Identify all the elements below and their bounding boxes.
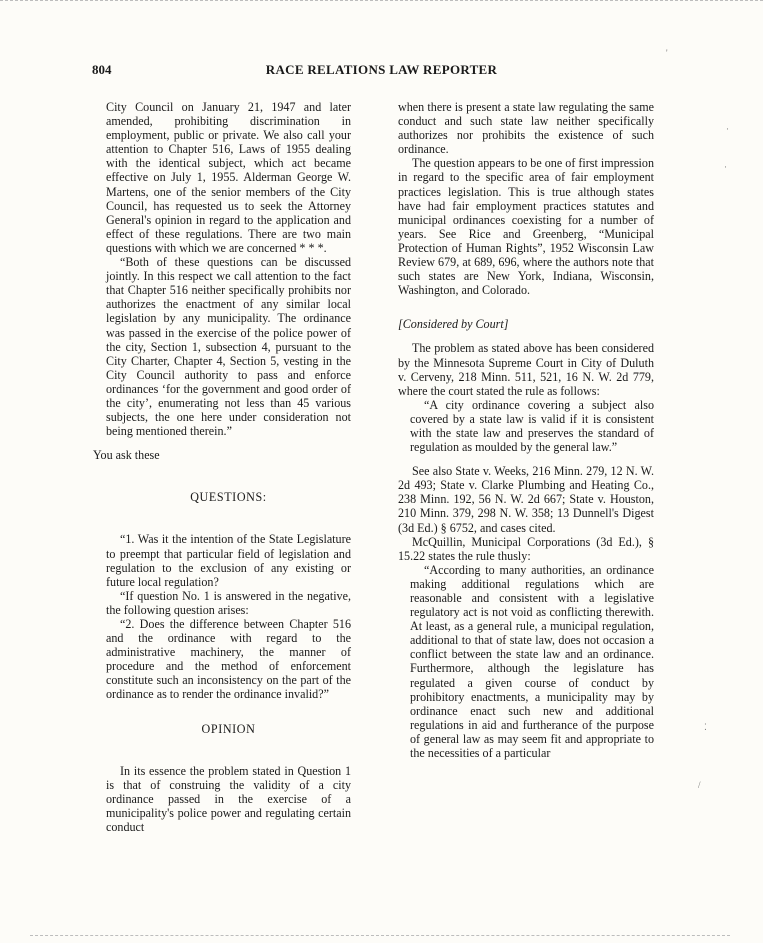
right-paragraph-1: when there is present a state law regulating the same conduct and such state law neither specifically authorizes nor prohibits the existence of such ordinance. <box>398 100 654 157</box>
left-paragraph-1: City Council on January 21, 1947 and later amended, prohibiting discrimination in employment, public or private. We also call your attention to Chapter 516, Laws of 1955 dealing with the identical subject, which act became effective on July 1, 1955. Alderman George W. Martens, one of the senior members of the City Council, has requested us to seek the Attorney General's opinion in regard to the application and effect of these regulations. There are two main questions with which we are concerned * * *. <box>106 100 351 255</box>
right-paragraph-5: McQuillin, Municipal Corporations (3d Ed.), § 15.22 states the rule thusly: <box>398 534 654 563</box>
question-1: “1. Was it the intention of the State Legislature to preempt that particular field of legislation and regulation to the exclusion of any existing or future local regulation? <box>106 532 351 589</box>
scan-speck: / <box>698 780 701 790</box>
you-ask-line: You ask these <box>93 448 160 463</box>
bottom-edge-rule <box>30 935 730 936</box>
top-edge-rule <box>0 0 763 7</box>
question-2: “2. Does the difference between Chapter 516 and the ordinance with regard to the administrative machinery, the manner of procedure and the method of enforcement constitute such an inconsistency on the part of the ordinance as to render the ordinance invalid?” <box>106 617 351 702</box>
scan-speck: · <box>724 162 727 172</box>
opinion-paragraph: In its essence the problem stated in Question 1 is that of construing the validity of a city ordinance passed in the exercise of a municipality's police power and regulating certain conduct <box>106 763 351 835</box>
scan-speck: · <box>726 124 729 134</box>
right-column <box>398 100 654 760</box>
scan-speck: ⁚ <box>704 722 707 732</box>
mcquillin-quote: “According to many authorities, an ordinance making additional regulations which are reasonable and consistent with a legislative regulatory act is not void as conflicting therewith. At least, as a general rule, a municipal regulation, additional to that of state law, does not occasion a conflict between the state law and an ordinance. Furthermore, although the legislature has regulated a given course of conduct by prohibitory enactments, a municipality may by ordinance enact such new and additional regulations in aid and furtherance of the purpose of general law as may seem fit and appropriate to the necessities of a particular <box>410 562 654 761</box>
considered-by-court-subheading: [Considered by Court] <box>398 317 509 332</box>
page-number: 804 <box>92 62 112 77</box>
left-column <box>93 100 351 835</box>
opinion-heading: OPINION <box>201 721 256 736</box>
scan-speck: ' <box>666 48 668 58</box>
question-1-followup: “If question No. 1 is answered in the negative, the following question arises: <box>106 588 351 617</box>
left-paragraph-2: “Both of these questions can be discussed jointly. In this respect we call attention to the fact that Chapter 516 neither specifically prohibits nor authorizes the enactment of any similar local legislation by any municipality. The ordinance was passed in the exercise of the police power of the city, Section 1, subsection 4, pursuant to the City Charter, Chapter 4, Section 5, vesting in the City Council authority to pass and enforce ordinances ‘for the government and good order of the city’, enumerating not less than 45 various subjects, the one here under consideration not being mentioned therein.” <box>106 255 351 439</box>
right-paragraph-2: The question appears to be one of first impression in regard to the specific area of fair employment practices legislation. This is true although states have had fair employment practices statutes and municipal ordinances coexisting for a number of years. See Rice and Greenberg, “Municipal Protection of Human Rights”, 1952 Wisconsin Law Review 679, at 689, 696, where the authors note that such states are New York, Indiana, Wisconsin, Washington, and Colorado. <box>398 156 654 298</box>
running-head: RACE RELATIONS LAW REPORTER <box>265 62 498 77</box>
right-paragraph-3: The problem as stated above has been considered by the Minnesota Supreme Court in City of Duluth v. Cerveny, 218 Minn. 511, 521, 16 N. W. 2d 779, where the court stated the rule as follows: <box>398 341 654 398</box>
duluth-quote: “A city ordinance covering a subject also covered by a state law is valid if it is consistent with the state law and preserves the standard of regulation as moulded by the general law.” <box>410 397 654 455</box>
questions-heading: QUESTIONS: <box>190 490 267 505</box>
right-paragraph-4: See also State v. Weeks, 216 Minn. 279, 12 N. W. 2d 493; State v. Clarke Plumbing and Heating Co., 238 Minn. 192, 56 N. W. 2d 667; State v. Houston, 210 Minn. 379, 298 N. W. 358; 13 Dunnell's Digest (3d Ed.) § 6752, and cases cited. <box>398 464 654 535</box>
